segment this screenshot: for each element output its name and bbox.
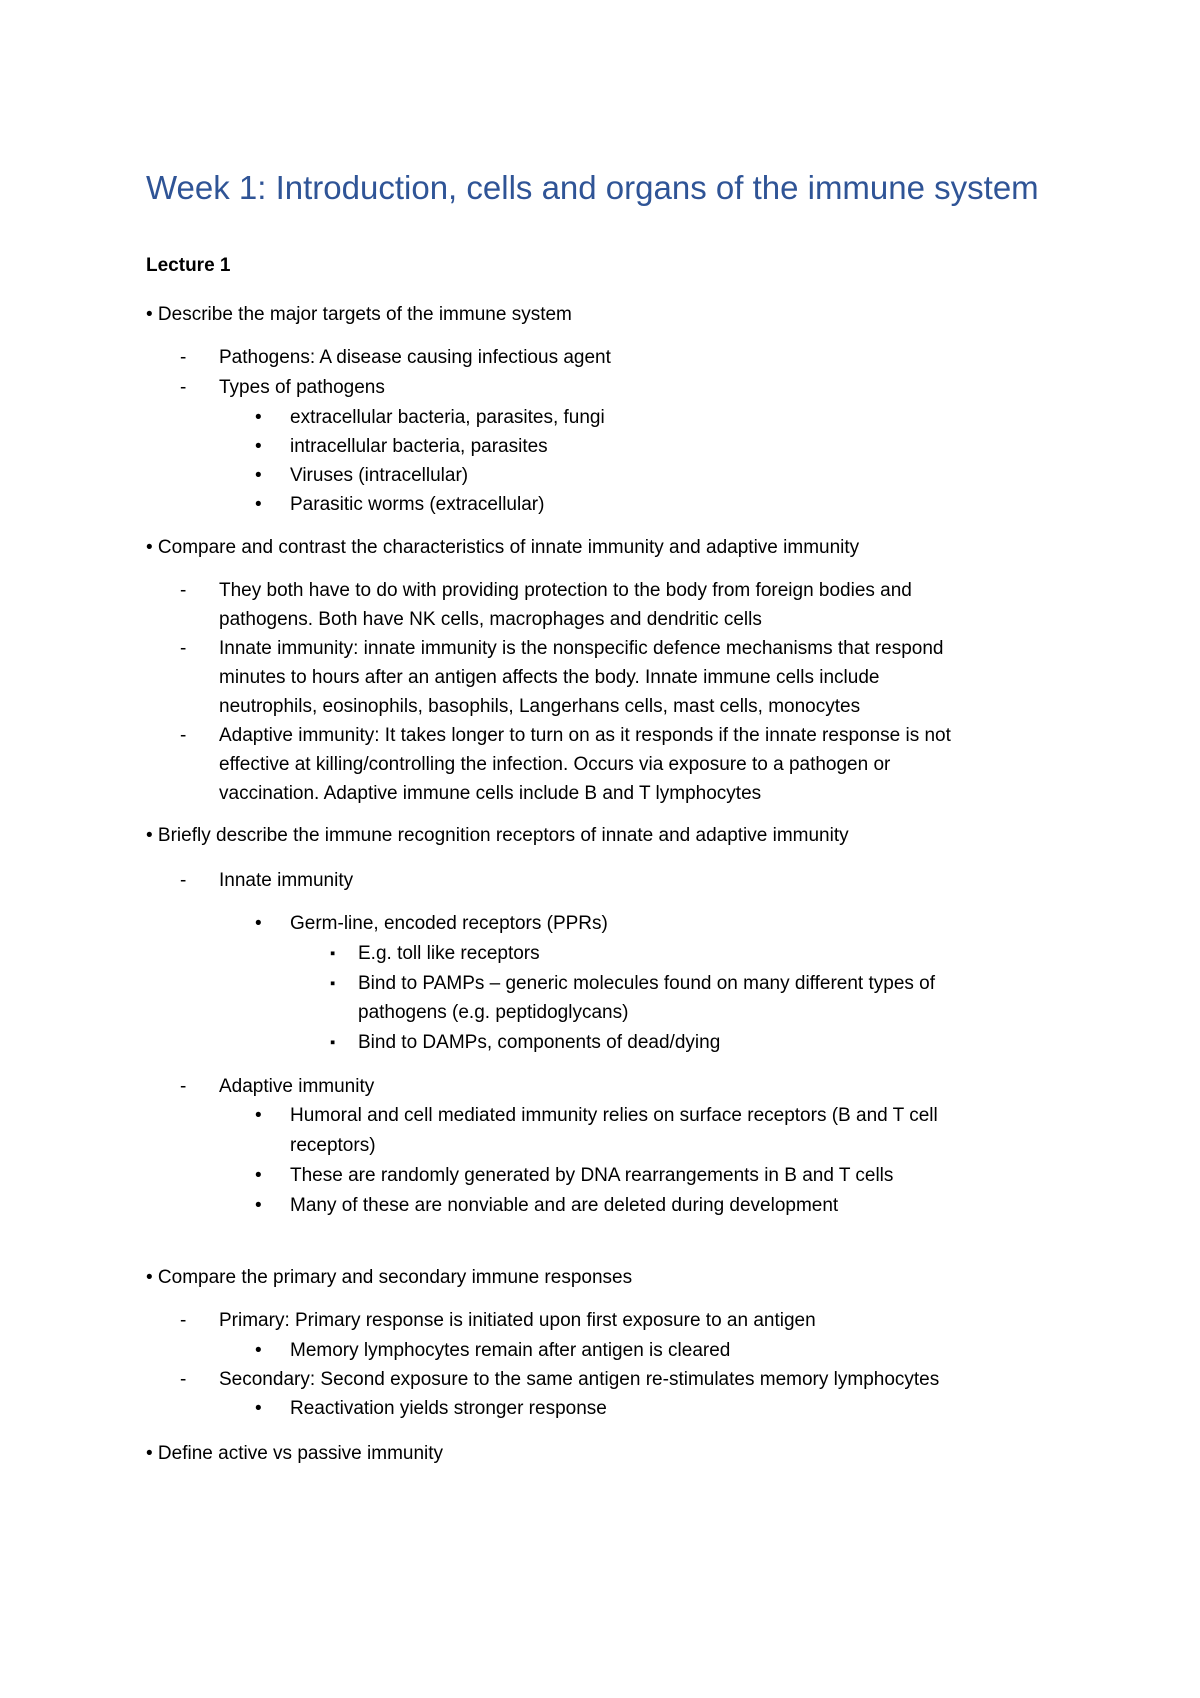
lecture-subtitle: Lecture 1 [146, 255, 231, 276]
bullet-icon: • [255, 1195, 262, 1216]
page-title: Week 1: Introduction, cells and organs of the immune system [146, 169, 1039, 206]
list-item-text: Innate immunity: innate immunity is the nonspecific defence mechanisms that respond [219, 638, 944, 659]
list-item-text: Many of these are nonviable and are deleted during development [290, 1195, 839, 1216]
list-item-text: Pathogens: A disease causing infectious agent [219, 347, 611, 368]
list-item-text: Primary: Primary response is initiated upon first exposure to an antigen [219, 1310, 816, 1331]
list-item-text: intracellular bacteria, parasites [290, 436, 548, 457]
square-bullet-icon: ▪ [330, 945, 336, 962]
dash-bullet-icon: - [180, 638, 187, 659]
list-item-text: receptors) [290, 1135, 376, 1156]
bullet-icon: • [255, 1398, 262, 1419]
bullet-icon: • [255, 436, 262, 457]
list-item-text: Secondary: Second exposure to the same antigen re-stimulates memory lymphocytes [219, 1369, 940, 1390]
list-item-text: pathogens. Both have NK cells, macrophages and dendritic cells [219, 609, 762, 630]
square-bullet-icon: ▪ [330, 975, 336, 992]
list-item-text: Bind to DAMPs, components of dead/dying [358, 1032, 721, 1053]
dash-bullet-icon: - [180, 1076, 187, 1097]
list-item-text: E.g. toll like receptors [358, 943, 540, 964]
bullet-icon: • [255, 465, 262, 486]
question-text: • Define active vs passive immunity [146, 1443, 444, 1464]
list-item-text: These are randomly generated by DNA rearrangements in B and T cells [290, 1165, 894, 1186]
dash-bullet-icon: - [180, 725, 187, 746]
bullet-icon: • [255, 494, 262, 515]
list-item-text: vaccination. Adaptive immune cells include B and T lymphocytes [219, 783, 762, 804]
list-item-text: Viruses (intracellular) [290, 465, 469, 486]
bullet-icon: • [255, 1340, 262, 1361]
bullet-icon: • [255, 1105, 262, 1126]
list-item-text: Parasitic worms (extracellular) [290, 494, 545, 515]
question-text: • Describe the major targets of the immune system [146, 304, 572, 325]
bullet-icon: • [255, 1165, 262, 1186]
dash-bullet-icon: - [180, 347, 187, 368]
list-item-text: pathogens (e.g. peptidoglycans) [358, 1002, 629, 1023]
list-item-text: They both have to do with providing protection to the body from foreign bodies and [219, 580, 912, 601]
list-item-text: Adaptive immunity: It takes longer to turn on as it responds if the innate response is not [219, 725, 951, 746]
list-item-text: Humoral and cell mediated immunity relies on surface receptors (B and T cell [290, 1105, 938, 1126]
list-item-text: neutrophils, eosinophils, basophils, Langerhans cells, mast cells, monocytes [219, 696, 861, 717]
list-item-text: extracellular bacteria, parasites, fungi [290, 407, 605, 428]
list-item-text: Reactivation yields stronger response [290, 1398, 607, 1419]
square-bullet-icon: ▪ [330, 1034, 336, 1051]
question-text: • Briefly describe the immune recognition receptors of innate and adaptive immunity [146, 825, 849, 846]
list-item-text: Innate immunity [219, 870, 354, 891]
dash-bullet-icon: - [180, 870, 187, 891]
dash-bullet-icon: - [180, 580, 187, 601]
list-item-text: Adaptive immunity [219, 1076, 375, 1097]
dash-bullet-icon: - [180, 1369, 187, 1390]
list-item-text: Memory lymphocytes remain after antigen is cleared [290, 1340, 731, 1361]
bullet-icon: • [255, 407, 262, 428]
list-item-text: minutes to hours after an antigen affects the body. Innate immune cells include [219, 667, 880, 688]
question-text: • Compare the primary and secondary immune responses [146, 1267, 633, 1288]
list-item-text: Bind to PAMPs – generic molecules found on many different types of [358, 973, 936, 994]
list-item-text: Types of pathogens [219, 377, 385, 398]
list-item-text: effective at killing/controlling the infection. Occurs via exposure to a pathogen or [219, 754, 891, 775]
question-text: • Compare and contrast the characteristics of innate immunity and adaptive immunity [146, 537, 860, 558]
dash-bullet-icon: - [180, 1310, 187, 1331]
list-item-text: Germ-line, encoded receptors (PPRs) [290, 913, 608, 934]
bullet-icon: • [255, 913, 262, 934]
dash-bullet-icon: - [180, 377, 187, 398]
